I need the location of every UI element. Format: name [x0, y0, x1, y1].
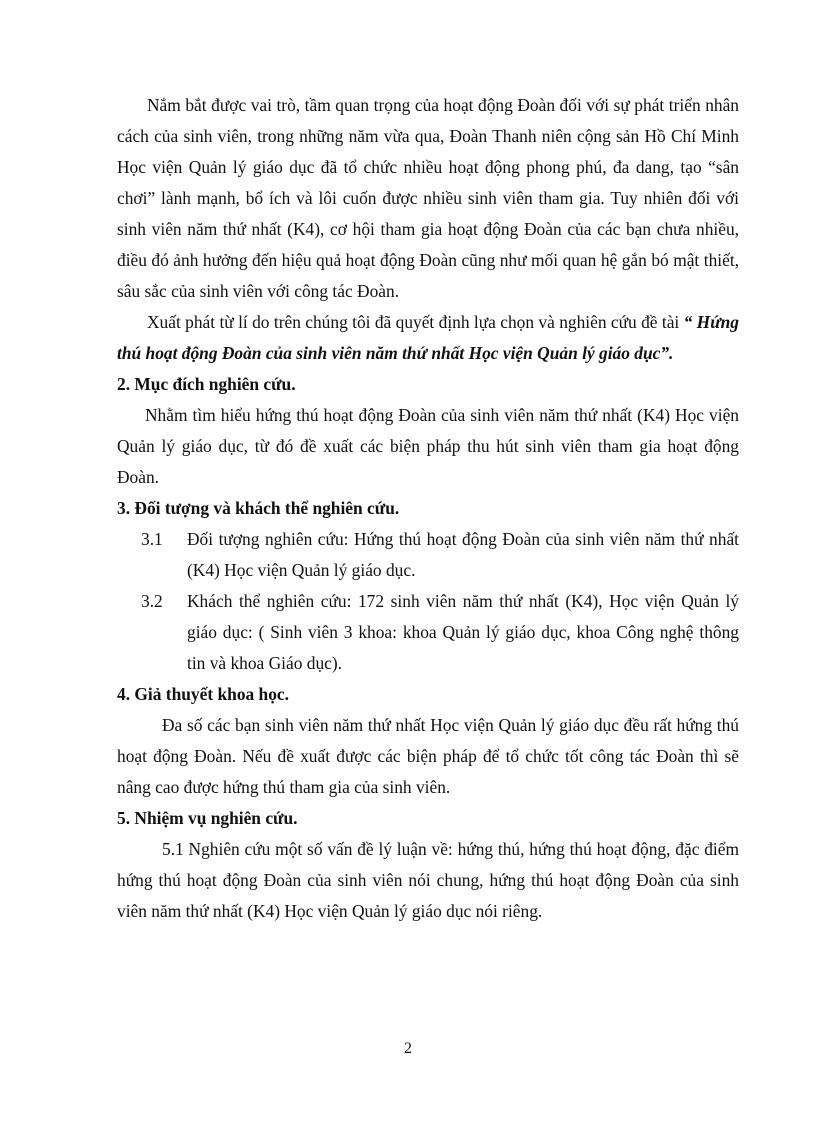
section-5-body: 5.1 Nghiên cứu một số vấn đề lý luận về: hứng thú, hứng thú hoạt động, đặc điểm hứng thú hoạt động Đoàn của sinh viên nói chung, hứng thú hoạt động Đoàn của sinh viên năm thứ nhất (K4) Học viện Quản lý giáo dục nói riêng.: [117, 839, 739, 921]
section-4-body: Đa số các bạn sinh viên năm thứ nhất Học viện Quản lý giáo dục đều rất hứng thú hoạt động Đoàn. Nếu đề xuất được các biện pháp để tổ chức tốt công tác Đoàn thì sẽ nâng cao được hứng thú tham gia của sinh viên.: [117, 715, 739, 797]
section-2-body: Nhằm tìm hiểu hứng thú hoạt động Đoàn của sinh viên năm thứ nhất (K4) Học viện Quản lý giáo dục, từ đó đề xuất các biện pháp thu hút sinh viên tham gia hoạt động Đoàn.: [117, 405, 739, 487]
intro-paragraph: Nắm bắt được vai trò, tầm quan trọng của hoạt động Đoàn đối với sự phát triển nhân cách của sinh viên, trong những năm vừa qua, Đoàn Thanh niên cộng sản Hồ Chí Minh Học viện Quản lý giáo dục đã tổ chức nhiều hoạt động phong phú, đa dang, tạo “sân chơi” lành mạnh, bổ ích và lôi cuốn được nhiều sinh viên tham gia. Tuy nhiên đối với sinh viên năm thứ nhất (K4), cơ hội tham gia hoạt động Đoàn của các bạn chưa nhiều, điều đó ảnh hưởng đến hiệu quả hoạt động Đoàn cũng như mối quan hệ gắn bó mật thiết, sâu sắc của sinh viên với công tác Đoàn.: [117, 95, 739, 301]
document-page: [117, 90, 739, 927]
list-item-number: 3.1: [141, 529, 163, 549]
section-5-heading: 5. Nhiệm vụ nghiên cứu.: [117, 808, 298, 828]
list-item: [117, 524, 739, 586]
list-item-number: 3.2: [141, 591, 163, 611]
list-item-text: Đối tượng nghiên cứu: Hứng thú hoạt động Đoàn của sinh viên năm thứ nhất (K4) Học viện Quản lý giáo dục.: [187, 529, 739, 580]
section-3-heading: 3. Đối tượng và khách thể nghiên cứu.: [117, 498, 400, 518]
section-4-heading: 4. Giả thuyết khoa học.: [117, 684, 289, 704]
section-2-heading: 2. Mục đích nghiên cứu.: [117, 374, 296, 394]
list-item: [117, 586, 739, 679]
page-number: 2: [404, 1040, 412, 1057]
rationale-paragraph: [117, 307, 739, 369]
list-item-text: Khách thể nghiên cứu: 172 sinh viên năm thứ nhất (K4), Học viện Quản lý giáo dục: ( Sinh viên 3 khoa: khoa Quản lý giáo dục, khoa Công nghệ thông tin và khoa Giáo dục).: [187, 591, 739, 673]
research-title: “ Hứng thú hoạt động Đoàn của sinh viên năm thứ nhất Học viện Quản lý giáo dục”.: [117, 312, 739, 363]
rationale-lead: Xuất phát từ lí do trên chúng tôi đã quyết định lựa chọn và nghiên cứu đề tài: [147, 312, 680, 332]
